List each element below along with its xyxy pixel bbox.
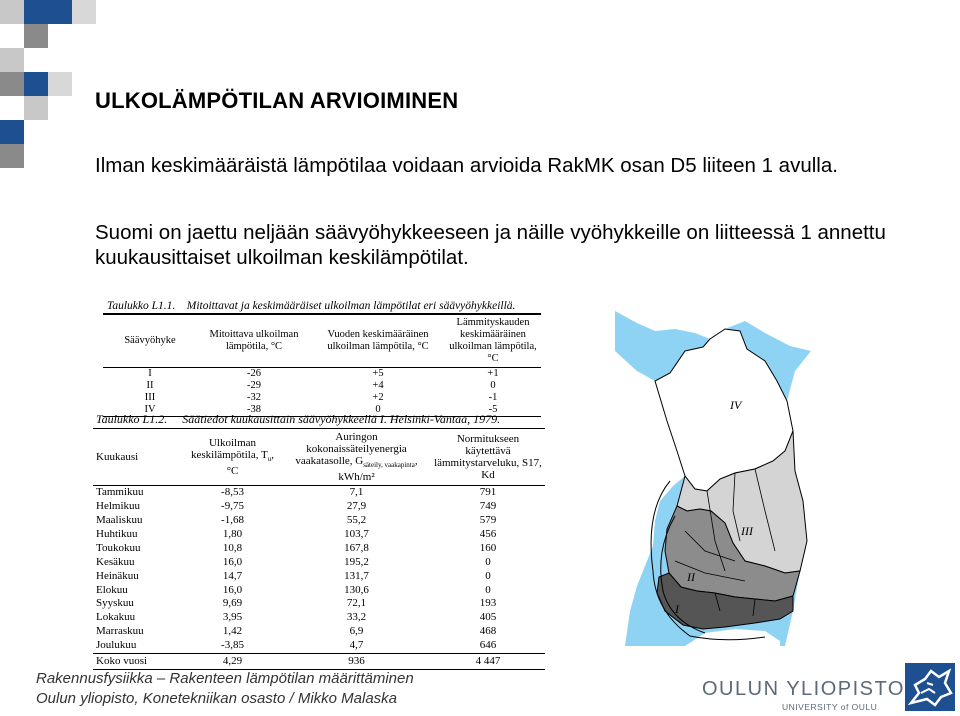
table-cell: Joulukuu: [96, 639, 137, 652]
table-row: [93, 584, 545, 598]
table-cell: 456: [479, 527, 497, 540]
table2-caption-label: Taulukko L1.2.: [96, 412, 168, 426]
table1-header: Mitoittava ulkoilman lämpötila, °C: [197, 315, 311, 368]
table-cell: IV: [103, 404, 197, 417]
table1-caption-label: Taulukko L1.1.: [107, 300, 176, 312]
table-row: [93, 486, 545, 500]
table-cell: 193: [479, 597, 497, 610]
table-cell: -1: [488, 392, 498, 403]
table-cell: 0: [485, 555, 491, 568]
table-cell: +5: [372, 368, 384, 379]
table-cell: 579: [479, 514, 497, 526]
table2-header-radiation: Auringon kokonaissäteilyenergia vaakatasolle, $G_{säteily, vaakapinta}$, kWh/m²: [282, 429, 431, 486]
table-cell: Koko vuosi: [93, 654, 183, 670]
table-cell: Lokakuu: [96, 611, 136, 624]
table-cell: Toukokuu: [96, 541, 141, 554]
table-row: [103, 392, 541, 404]
zone-label-i: I: [675, 602, 679, 616]
university-logo-text: [702, 678, 905, 712]
table-cell: 646: [479, 639, 497, 652]
zone-label-iv: IV: [730, 398, 742, 412]
corner-decoration: [0, 0, 100, 180]
zone-label-ii: II: [687, 570, 695, 584]
table-cell: 749: [479, 500, 497, 513]
table1-header: Säävyöhyke: [103, 315, 197, 368]
finland-climate-zone-map: [615, 311, 811, 646]
table-cell: 55,2: [346, 514, 367, 526]
table-cell: 0: [485, 583, 491, 596]
table-cell: 72,1: [346, 597, 367, 610]
table-row: [103, 380, 541, 392]
table-cell: -26: [247, 368, 261, 379]
table2-header-temp: Ulkoilman keskilämpötila, $T_u$, °C: [183, 429, 282, 486]
table-cell: -8,53: [221, 486, 244, 499]
table2-caption-text: Säätiedot kuukausittain säävyöhykkeellä I. Helsinki-Vantaa, 1979.: [182, 412, 501, 426]
table-cell: -29: [247, 380, 261, 391]
table-cell: +2: [372, 392, 384, 403]
table-cell: Syyskuu: [96, 597, 134, 610]
table-cell: Kesäkuu: [96, 555, 135, 568]
table-row: [93, 514, 545, 528]
table-row: [93, 528, 545, 542]
table-cell: 1,80: [222, 527, 243, 540]
table-cell: Marraskuu: [96, 625, 144, 638]
table-cell: 10,8: [222, 541, 243, 554]
table-cell: 6,9: [349, 625, 364, 638]
table-cell: -9,75: [221, 500, 244, 513]
table-cell: 0: [490, 380, 496, 391]
table-cell: 16,0: [222, 555, 243, 568]
footer-line-2: Oulun yliopisto, Konetekniikan osasto / Mikko Malaska: [36, 690, 398, 707]
table-total-row: [93, 654, 545, 670]
table-row: [93, 570, 545, 584]
table1-header: Lämmityskauden keskimääräinen ulkoilman lämpötila, °C: [445, 315, 541, 368]
table-cell: -1,68: [221, 514, 244, 526]
table2-header-month: Kuukausi: [93, 429, 183, 486]
table-cell: 405: [479, 611, 497, 624]
zone-label-iii: III: [741, 524, 753, 538]
table-cell: -5: [445, 404, 541, 417]
table1-caption: [103, 298, 541, 315]
table-cell: 1,42: [222, 625, 243, 638]
table-cell: Maaliskuu: [96, 514, 143, 526]
slide-title: ULKOLÄMPÖTILAN ARVIOIMINEN: [95, 88, 459, 113]
table-cell: -38: [197, 404, 311, 417]
table-cell: 103,7: [344, 527, 369, 540]
table-cell: 0: [485, 569, 491, 582]
table-cell: I: [148, 368, 152, 379]
table-cell: Heinäkuu: [96, 569, 139, 582]
table-cell: 14,7: [222, 569, 243, 582]
table-cell: 195,2: [344, 555, 369, 568]
table-cell: Elokuu: [96, 583, 128, 596]
table-row: [93, 611, 545, 625]
table-cell: 9,69: [222, 597, 243, 610]
table-cell: II: [146, 380, 154, 391]
table-cell: -3,85: [221, 639, 244, 652]
table1-header: Vuoden keskimääräinen ulkoilman lämpötila, °C: [311, 315, 445, 368]
table-cell: 791: [479, 486, 497, 499]
paragraph-1: Ilman keskimääräistä lämpötilaa voidaan arvioida RakMK osan D5 liiteen 1 avulla.: [95, 154, 838, 177]
table-cell: 4,7: [349, 639, 364, 652]
table-cell: 131,7: [344, 569, 369, 582]
table2: [93, 429, 545, 670]
table-cell: 936: [282, 654, 431, 670]
table-cell: 468: [479, 625, 497, 638]
table-cell: Helmikuu: [96, 500, 140, 513]
table-row: [93, 639, 545, 653]
table-cell: 4,29: [183, 654, 282, 670]
table-cell: 27,9: [346, 500, 367, 513]
table-cell: -32: [247, 392, 261, 403]
logo-subtitle: UNIVERSITY of OULU: [782, 702, 878, 712]
table-l1-1: [103, 298, 541, 417]
paragraph-2: Suomi on jaettu neljään säävyöhykkeeseen ja näille vyöhykkeille on liitteessä 1 annettu kuukausittaiset ulkoilman keskilämpötilat.: [95, 221, 886, 269]
table-row: [93, 556, 545, 570]
table2-header-degree-days: Normitukseen käytettävä lämmitystarveluku, S17, Kd: [431, 429, 545, 486]
footer-line-1: Rakennusfysiikka – Rakenteen lämpötilan määrittäminen: [36, 670, 414, 687]
table-cell: 130,6: [344, 583, 369, 596]
table-cell: Huhtikuu: [96, 527, 138, 540]
university-logo-icon: [905, 663, 955, 711]
table1: [103, 315, 541, 417]
table-cell: 33,2: [346, 611, 367, 624]
table-cell: 160: [479, 541, 497, 554]
table1-caption-text: Mitoittavat ja keskimääräiset ulkoilman lämpötilat eri säävyöhykkeillä.: [186, 300, 516, 312]
table-row: [93, 500, 545, 514]
table-row: [93, 625, 545, 639]
table-cell: +4: [372, 380, 384, 391]
table-l1-2: [93, 411, 545, 670]
table-row: [103, 368, 541, 381]
table-cell: 16,0: [222, 583, 243, 596]
table-cell: Tammikuu: [96, 486, 144, 499]
table-row: [93, 597, 545, 611]
table-cell: +1: [487, 368, 499, 379]
table2-caption: [93, 411, 545, 429]
table-cell: III: [144, 392, 156, 403]
table-cell: 7,1: [349, 486, 364, 499]
table-cell: 0: [311, 404, 445, 417]
table-row: [93, 542, 545, 556]
table-cell: 167,8: [344, 541, 369, 554]
logo-name: OULUN YLIOPISTO: [702, 678, 905, 700]
table-cell: 4 447: [431, 654, 545, 670]
table-cell: 3,95: [222, 611, 243, 624]
